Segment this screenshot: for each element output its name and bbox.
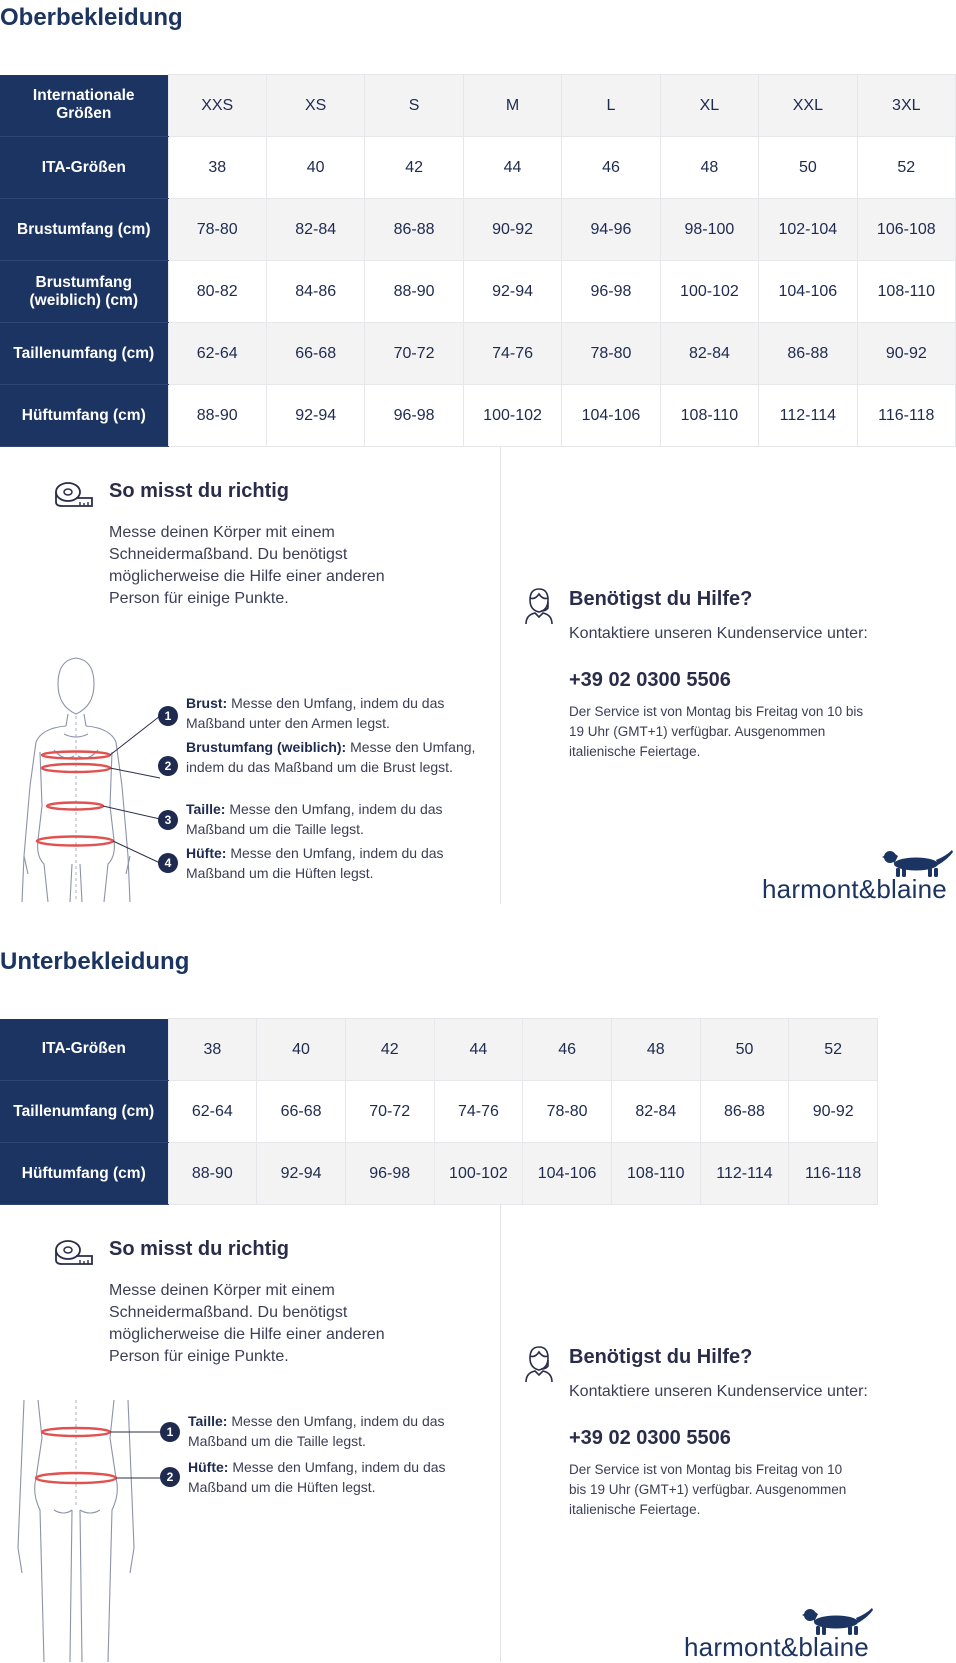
step-item <box>188 1411 478 1451</box>
table-cell: 44 <box>434 1019 523 1081</box>
table-cell: 82-84 <box>660 323 758 385</box>
table-cell: 90-92 <box>789 1081 878 1143</box>
table-row <box>0 199 956 261</box>
table-cell: 104-106 <box>523 1143 612 1205</box>
table-cell: 82-84 <box>266 199 364 261</box>
step-number: 2 <box>158 756 178 776</box>
table-row <box>0 1019 878 1081</box>
help-title-bottom: Benötigst du Hilfe? <box>569 1346 753 1368</box>
table-cell: 88-90 <box>365 261 463 323</box>
step-desc: Messe den Umfang, indem du das Maßband um die Hüften legst. <box>186 845 444 881</box>
table-cell: 52 <box>789 1019 878 1081</box>
table-cell: 108-110 <box>857 261 955 323</box>
support-agent-icon <box>522 586 556 626</box>
row-label: Brustumfang (weiblich) (cm) <box>0 261 168 323</box>
table-cell: 52 <box>857 137 955 199</box>
size-table-top <box>0 74 956 447</box>
table-cell: 86-88 <box>365 199 463 261</box>
help-text-top: Kontaktiere unseren Kundenservice unter: <box>569 625 868 642</box>
table-cell: 98-100 <box>660 199 758 261</box>
table-cell: 102-104 <box>759 199 857 261</box>
support-agent-icon <box>522 1344 556 1384</box>
step-item <box>186 843 476 883</box>
table-cell: S <box>365 75 463 137</box>
table-cell: XL <box>660 75 758 137</box>
step-term: Hüfte: <box>188 1459 229 1475</box>
row-label: Hüftumfang (cm) <box>0 385 168 447</box>
table-cell: 90-92 <box>857 323 955 385</box>
table-cell: XXL <box>759 75 857 137</box>
table-cell: 100-102 <box>660 261 758 323</box>
table-cell: 62-64 <box>168 323 266 385</box>
howto-text-top: Messe deinen Körper mit einem Schneidermaßband. Du benötigst möglicherweise die Hilfe einer anderen Person für einige Punkte. <box>109 524 385 607</box>
step-desc: Messe den Umfang, indem du das Maßband unter den Armen legst. <box>186 695 445 731</box>
table-row <box>0 75 956 137</box>
table-cell: 100-102 <box>463 385 561 447</box>
table-cell: XXS <box>168 75 266 137</box>
table-cell: 94-96 <box>562 199 660 261</box>
step-number: 1 <box>160 1422 180 1442</box>
step-term: Hüfte: <box>186 845 227 861</box>
table-cell: 80-82 <box>168 261 266 323</box>
row-label: Taillenumfang (cm) <box>0 323 168 385</box>
table-row <box>0 1081 878 1143</box>
table-cell: 88-90 <box>168 385 266 447</box>
step-item <box>186 693 476 733</box>
step-term: Brustumfang (weiblich): <box>186 739 347 755</box>
table-cell: M <box>463 75 561 137</box>
table-cell: 78-80 <box>168 199 266 261</box>
step-number: 4 <box>158 853 178 873</box>
table-cell: 92-94 <box>463 261 561 323</box>
table-cell: 116-118 <box>857 385 955 447</box>
step-item <box>186 799 476 839</box>
table-cell: 3XL <box>857 75 955 137</box>
table-cell: 38 <box>168 1019 257 1081</box>
step-desc: Messe den Umfang, indem du das Maßband um die Taille legst. <box>186 801 443 837</box>
step-number: 1 <box>158 706 178 726</box>
size-table-bottom <box>0 1018 878 1205</box>
help-hours-bottom: Der Service ist von Montag bis Freitag von 10 bis 19 Uhr (GMT+1) verfügbar. Ausgenommen italienische Feiertage. <box>569 1462 847 1517</box>
table-cell: 86-88 <box>759 323 857 385</box>
table-cell: 88-90 <box>168 1143 257 1205</box>
table-row <box>0 261 956 323</box>
table-cell: 106-108 <box>857 199 955 261</box>
help-title-top: Benötigst du Hilfe? <box>569 588 753 610</box>
table-cell: 100-102 <box>434 1143 523 1205</box>
table-cell: 78-80 <box>562 323 660 385</box>
table-cell: 74-76 <box>434 1081 523 1143</box>
table-cell: 112-114 <box>759 385 857 447</box>
table-cell: 90-92 <box>463 199 561 261</box>
row-label: Hüftumfang (cm) <box>0 1143 168 1205</box>
table-cell: L <box>562 75 660 137</box>
step-item <box>186 737 476 777</box>
table-cell: 84-86 <box>266 261 364 323</box>
step-desc: Messe den Umfang, indem du das Maßband um die Taille legst. <box>188 1413 445 1449</box>
table-cell: 108-110 <box>660 385 758 447</box>
step-item <box>188 1457 478 1497</box>
tape-measure-icon <box>54 1238 94 1266</box>
table-cell: 70-72 <box>365 323 463 385</box>
step-term: Brust: <box>186 695 228 711</box>
step-term: Taille: <box>186 801 226 817</box>
table-cell: 66-68 <box>266 323 364 385</box>
table-cell: 74-76 <box>463 323 561 385</box>
help-hours-top: Der Service ist von Montag bis Freitag von 10 bis 19 Uhr (GMT+1) verfügbar. Ausgenommen italienische Feiertage. <box>569 704 864 759</box>
table-cell: 96-98 <box>365 385 463 447</box>
tape-measure-icon <box>54 480 94 508</box>
table-cell: XS <box>266 75 364 137</box>
row-label: ITA-Größen <box>0 1019 168 1081</box>
table-cell: 108-110 <box>611 1143 700 1205</box>
table-cell: 66-68 <box>257 1081 346 1143</box>
help-phone-bottom[interactable]: +39 02 0300 5506 <box>569 1427 731 1449</box>
upper-body-figure <box>14 656 174 904</box>
step-desc: Messe den Umfang, indem du das Maßband um die Brust legst. <box>186 739 476 775</box>
howto-text-bottom: Messe deinen Körper mit einem Schneidermaßband. Du benötigst möglicherweise die Hilfe einer anderen Person für einige Punkte. <box>109 1282 385 1365</box>
brand-logo-top: harmont&blaine <box>762 874 947 904</box>
step-number: 3 <box>158 810 178 830</box>
table-cell: 50 <box>700 1019 789 1081</box>
table-cell: 78-80 <box>523 1081 612 1143</box>
table-cell: 38 <box>168 137 266 199</box>
table-cell: 48 <box>660 137 758 199</box>
table-row <box>0 385 956 447</box>
table-row <box>0 137 956 199</box>
step-desc: Messe den Umfang, indem du das Maßband um die Hüften legst. <box>188 1459 446 1495</box>
table-cell: 44 <box>463 137 561 199</box>
howto-title-bottom: So misst du richtig <box>109 1238 290 1260</box>
table-cell: 42 <box>365 137 463 199</box>
brand-logo-bottom: harmont&blaine <box>684 1632 869 1662</box>
table-row <box>0 323 956 385</box>
row-label: Brustumfang (cm) <box>0 199 168 261</box>
table-cell: 46 <box>523 1019 612 1081</box>
help-text-bottom: Kontaktiere unseren Kundenservice unter: <box>569 1383 868 1400</box>
table-cell: 112-114 <box>700 1143 789 1205</box>
lower-body-figure <box>14 1398 174 1662</box>
table-cell: 96-98 <box>562 261 660 323</box>
column-divider <box>500 1204 501 1662</box>
table-cell: 92-94 <box>266 385 364 447</box>
row-label: Taillenumfang (cm) <box>0 1081 168 1143</box>
table-cell: 40 <box>257 1019 346 1081</box>
table-cell: 86-88 <box>700 1081 789 1143</box>
table-cell: 42 <box>345 1019 434 1081</box>
table-cell: 70-72 <box>345 1081 434 1143</box>
table-cell: 40 <box>266 137 364 199</box>
row-label: ITA-Größen <box>0 137 168 199</box>
table-cell: 92-94 <box>257 1143 346 1205</box>
table-cell: 116-118 <box>789 1143 878 1205</box>
section-title-top: Oberbekleidung <box>0 4 183 31</box>
row-label: Internationale Größen <box>0 75 168 137</box>
table-cell: 50 <box>759 137 857 199</box>
table-row <box>0 1143 878 1205</box>
table-cell: 82-84 <box>611 1081 700 1143</box>
step-number: 2 <box>160 1467 180 1487</box>
column-divider <box>500 446 501 904</box>
section-title-bottom: Unterbekleidung <box>0 948 190 975</box>
help-phone-top[interactable]: +39 02 0300 5506 <box>569 669 731 691</box>
table-cell: 104-106 <box>759 261 857 323</box>
step-term: Taille: <box>188 1413 228 1429</box>
table-cell: 96-98 <box>345 1143 434 1205</box>
table-cell: 48 <box>611 1019 700 1081</box>
howto-title-top: So misst du richtig <box>109 480 290 502</box>
table-cell: 104-106 <box>562 385 660 447</box>
table-cell: 46 <box>562 137 660 199</box>
table-cell: 62-64 <box>168 1081 257 1143</box>
